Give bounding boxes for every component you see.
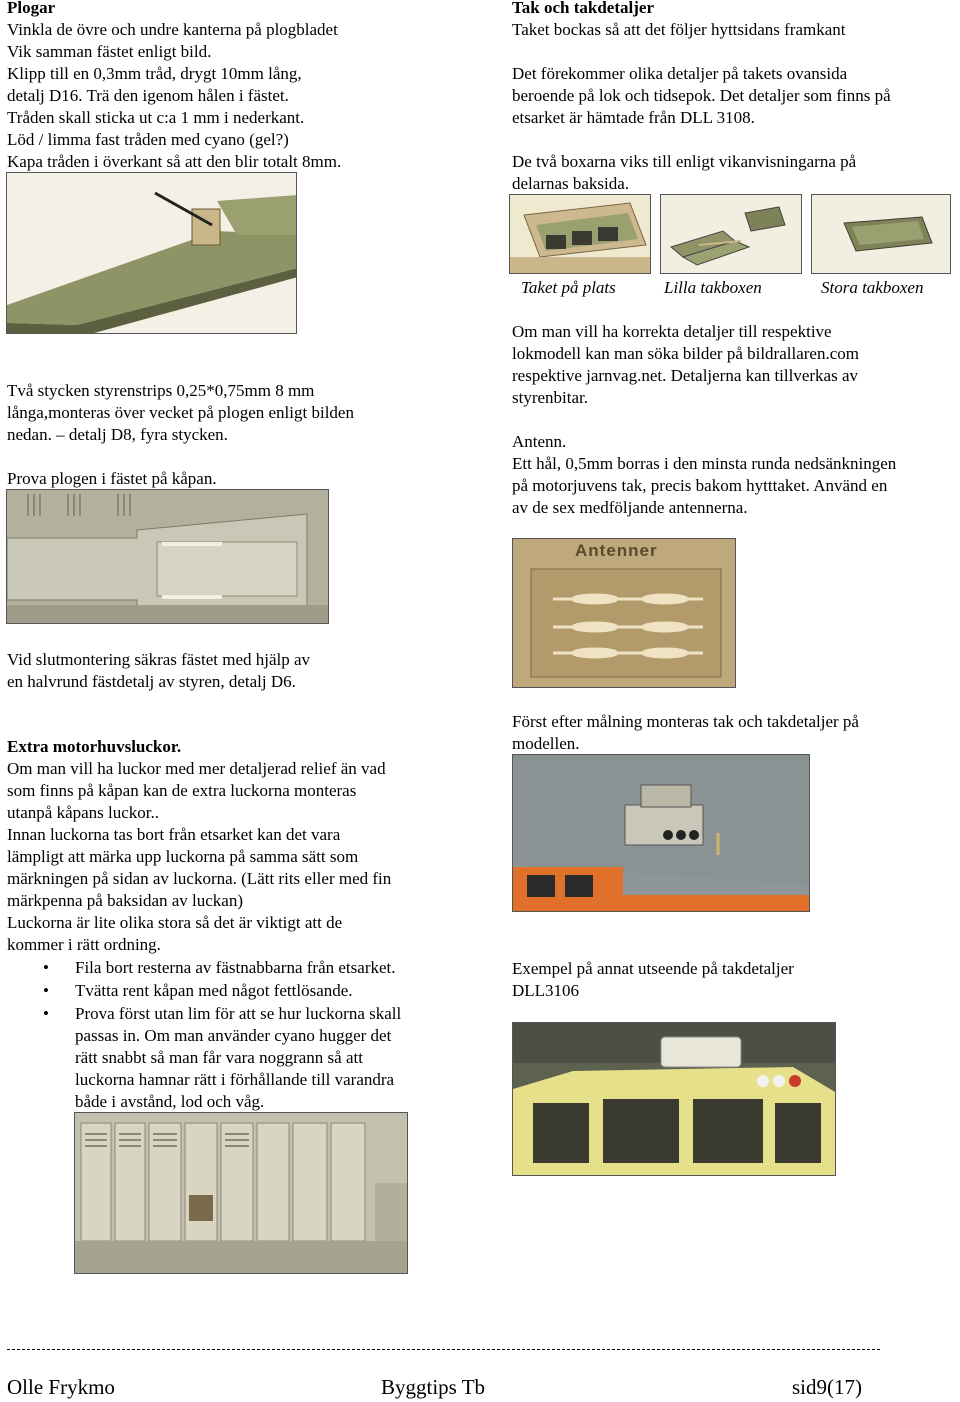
tak-line: De två boxarna viks till enligt vikanvisningarna på bbox=[512, 152, 857, 171]
tak-line: delarnas baksida. bbox=[512, 174, 630, 193]
list-item: • Tvätta rent kåpan med något fettlösande. bbox=[43, 981, 353, 1000]
extra-bullet-list bbox=[7, 957, 401, 1113]
malning-line: modellen. bbox=[512, 734, 580, 753]
bullet-icon: • bbox=[43, 981, 49, 1000]
dll3106-cab-illustration bbox=[513, 1023, 836, 1176]
korrekta-section bbox=[512, 321, 896, 519]
styrenstrips-section bbox=[7, 380, 354, 490]
styrenstrips-line: Två stycken styrenstrips 0,25*0,75mm 8 mm bbox=[7, 381, 315, 400]
antenna-plate-label: Antenner bbox=[575, 541, 658, 560]
exempel-line: Exempel på annat utseende på takdetaljer bbox=[512, 959, 794, 978]
malning-section bbox=[512, 711, 859, 755]
korrekta-line: styrenbitar. bbox=[512, 388, 589, 407]
malning-line: Först efter målning monteras tak och takdetaljer på bbox=[512, 712, 859, 731]
hood-strips-photo bbox=[6, 489, 329, 624]
plogar-line: Klipp till en 0,3mm tråd, drygt 10mm lång, bbox=[7, 64, 302, 83]
roof-in-place-photo bbox=[509, 194, 651, 274]
antenn-line: på motorjuvens tak, precis bakom hytttaket. Använd en bbox=[512, 476, 888, 495]
large-roof-box-photo bbox=[811, 194, 951, 274]
plogar-line: Vik samman fästet enligt bild. bbox=[7, 42, 212, 61]
korrekta-line: lokmodell kan man söka bilder på bildrallaren.com bbox=[512, 344, 859, 363]
small-roof-box-illustration bbox=[661, 195, 802, 274]
extra-line: lämpligt att märka upp luckorna på samma sätt som bbox=[7, 847, 359, 866]
small-roof-box-photo bbox=[660, 194, 802, 274]
painted-roof-illustration bbox=[513, 755, 810, 912]
extra-line: Om man vill ha luckor med mer detaljerad relief än vad bbox=[7, 759, 386, 778]
bullet-icon: • bbox=[43, 958, 49, 977]
footer-author: Olle Frykmo bbox=[7, 1375, 115, 1399]
extra-line: utanpå kåpans luckor.. bbox=[7, 803, 160, 822]
styrenstrips-line: långa,monteras över vecket på plogen enligt bilden bbox=[7, 403, 354, 422]
bullet-icon: • bbox=[43, 1004, 49, 1023]
plogar-line: Kapa tråden i överkant så att den blir totalt 8mm. bbox=[7, 152, 342, 171]
korrekta-line: respektive jarnvag.net. Detaljerna kan tillverkas av bbox=[512, 366, 858, 385]
painted-roof-photo bbox=[512, 754, 810, 912]
antenn-line: av de sex medföljande antennerna. bbox=[512, 498, 748, 517]
exempel-line: DLL3106 bbox=[512, 981, 580, 1000]
large-roof-box-illustration bbox=[812, 195, 951, 274]
extra-line: märkningen på sidan av luckorna. (Lätt rits eller med fin bbox=[7, 869, 392, 888]
hood-hatches-photo bbox=[74, 1112, 408, 1274]
korrekta-line: Om man vill ha korrekta detaljer till respektive bbox=[512, 322, 832, 341]
roof-in-place-illustration bbox=[510, 195, 651, 274]
antenna-plate-photo bbox=[512, 538, 736, 688]
antenn-line: Ett hål, 0,5mm borras i den minsta runda nedsänkningen bbox=[512, 454, 897, 473]
plow-blade-illustration bbox=[7, 173, 297, 334]
slutmontering-line: en halvrund fästdetalj av styren, detalj D6. bbox=[7, 672, 296, 691]
styrenstrips-line: nedan. – detalj D8, fyra stycken. bbox=[7, 425, 228, 444]
caption-large-roof-box: Stora takboxen bbox=[821, 278, 924, 297]
extra-line: märkpenna på baksidan av luckan) bbox=[7, 891, 244, 910]
extra-section bbox=[7, 736, 401, 1113]
slutmontering-line: Vid slutmontering säkras fästet med hjälp av bbox=[7, 650, 311, 669]
tak-heading: Tak och takdetaljer bbox=[512, 0, 654, 17]
list-item: • Prova först utan lim för att se hur luckorna skall passas in. Om man använder cyano hugger det rätt snabbt så man får vara noggrann så att luckorna hamnar rätt i förhållande till varandra både i avstånd, lod och våg. bbox=[43, 1004, 402, 1111]
list-item: • Fila bort resterna av fästnabbarna från etsarket. bbox=[43, 958, 396, 977]
plogar-section bbox=[7, 0, 341, 173]
footer-title: Byggtips Tb bbox=[381, 1375, 486, 1399]
caption-roof-in-place: Taket på plats bbox=[521, 278, 616, 297]
dll3106-cab-photo bbox=[512, 1022, 836, 1176]
plogar-line: Löd / limma fast tråden med cyano (gel?) bbox=[7, 130, 289, 149]
slutmontering-section bbox=[7, 649, 310, 693]
footer-divider bbox=[7, 1349, 880, 1350]
tak-line: etsarket är hämtade från DLL 3108. bbox=[512, 108, 755, 127]
prova-line: Prova plogen i fästet på kåpan. bbox=[7, 469, 217, 488]
extra-line: Innan luckorna tas bort från etsarket kan det vara bbox=[7, 825, 341, 844]
plow-blade-photo bbox=[6, 172, 297, 334]
hood-hatches-illustration bbox=[75, 1113, 408, 1274]
plogar-heading: Plogar bbox=[7, 0, 56, 17]
extra-heading: Extra motorhuvsluckor. bbox=[7, 737, 182, 756]
plogar-line: Vinkla de övre och undre kanterna på plogbladet bbox=[7, 20, 338, 39]
antenn-heading: Antenn. bbox=[512, 432, 567, 451]
tak-line: Taket bockas så att det följer hyttsidans framkant bbox=[512, 20, 846, 39]
plogar-line: detalj D16. Trä den igenom hålen i fästet. bbox=[7, 86, 289, 105]
hood-strips-illustration bbox=[7, 490, 329, 624]
tak-line: beroende på lok och tidsepok. Det detaljer som finns på bbox=[512, 86, 891, 105]
footer-page-number: sid9(17) bbox=[792, 1375, 862, 1399]
extra-line: kommer i rätt ordning. bbox=[7, 935, 161, 954]
extra-line: Luckorna är lite olika stora så det är viktigt att de bbox=[7, 913, 343, 932]
tak-section bbox=[512, 0, 891, 195]
caption-small-roof-box: Lilla takboxen bbox=[664, 278, 762, 297]
plogar-line: Tråden skall sticka ut c:a 1 mm i nederkant. bbox=[7, 108, 305, 127]
exempel-section bbox=[512, 958, 794, 1002]
antenna-plate-illustration bbox=[513, 539, 736, 688]
tak-line: Det förekommer olika detaljer på takets ovansida bbox=[512, 64, 848, 83]
extra-line: som finns på kåpan kan de extra luckorna monteras bbox=[7, 781, 357, 800]
